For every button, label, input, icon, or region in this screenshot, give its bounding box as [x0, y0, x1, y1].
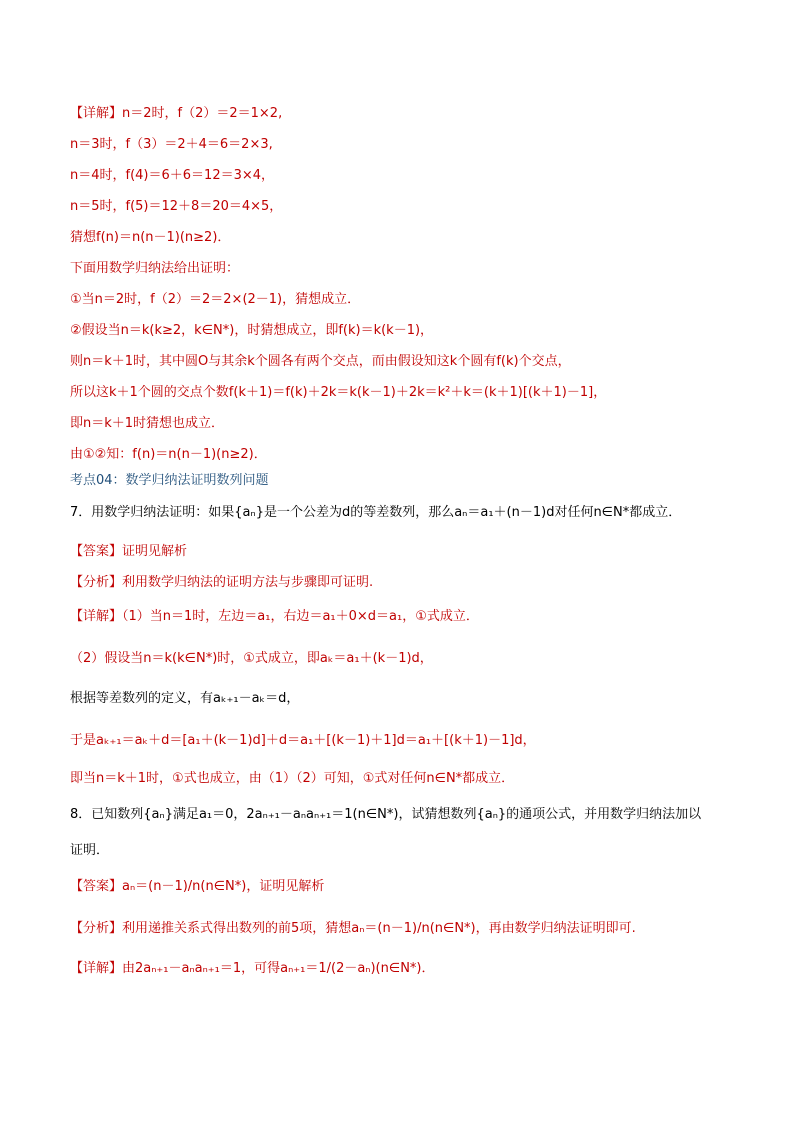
text-line: 【详解】由2aₙ₊₁－aₙaₙ₊₁＝1，可得aₙ₊₁＝1/(2－aₙ)(n∈N*)． [70, 961, 435, 976]
text-line: 由①②知：f(n)＝n(n－1)(n≥2)． [70, 447, 267, 462]
answer-label: 【答案】aₙ＝(n－1)/n(n∈N*)，证明见解析 [70, 879, 325, 894]
text-line: 于是aₖ₊₁＝aₖ＋d＝[a₁＋(k－1)d]＋d＝a₁＋[(k－1)＋1]d＝a₁＋[(k＋1)－1]d， [70, 733, 536, 748]
question-8: 8．已知数列{aₙ}满足a₁＝0，2aₙ₊₁－aₙaₙ₊₁＝1(n∈N*)，试猜想数列{aₙ}的通项公式，并用数学归纳法加以 [70, 807, 702, 822]
text-line: ②假设当n＝k(k≥2，k∈N*)，时猜想成立，即f(k)＝k(k－1)， [70, 323, 434, 338]
text-line: 即当n＝k＋1时，①式也成立，由（1）（2）可知，①式对任何n∈N*都成立． [70, 771, 515, 786]
text-line: 所以这k＋1个圆的交点个数f(k＋1)＝f(k)＋2k＝k(k－1)＋2k＝k²＋k＝(k＋1)[(k＋1)－1]， [70, 385, 607, 400]
analysis-label: 【分析】利用数学归纳法的证明方法与步骤即可证明. [70, 575, 374, 590]
text-line: 【详解】（1）当n＝1时，左边＝a₁，右边＝a₁＋0×d＝a₁，①式成立． [70, 609, 479, 624]
question-7: 7．用数学归纳法证明：如果{aₙ}是一个公差为d的等差数列，那么aₙ＝a₁＋(n－1)d对任何n∈N*都成立． [70, 505, 682, 520]
text-line: n＝4时，f(4)＝6＋6＝12＝3×4， [70, 168, 275, 183]
text-line: 即n＝k＋1时猜想也成立． [70, 416, 225, 431]
text-line: n＝3时，f（3）＝2＋4＝6＝2×3, [70, 137, 273, 152]
text-line: 猜想f(n)＝n(n－1)(n≥2)． [70, 230, 231, 245]
text-line: 下面用数学归纳法给出证明： [70, 261, 240, 276]
question-8-continued: 证明． [70, 843, 110, 858]
text-line: （2）假设当n＝k(k∈N*)时，①式成立，即aₖ＝a₁＋(k－1)d， [70, 651, 433, 666]
analysis-label: 【分析】利用递推关系式得出数列的前5项，猜想aₙ＝(n－1)/n(n∈N*)，再由数学归纳法证明即可. [70, 921, 636, 936]
text-line: ①当n＝2时，f（2）＝2＝2×(2－1)，猜想成立． [70, 292, 361, 307]
text-line: 则n＝k＋1时，其中圆O与其余k个圆各有两个交点，而由假设知这k个圆有f(k)个交点， [70, 354, 571, 369]
text-line: n＝5时，f(5)＝12＋8＝20＝4×5， [70, 199, 283, 214]
text-line: 根据等差数列的定义，有aₖ₊₁－aₖ＝d， [70, 691, 300, 706]
text-line: 【详解】n＝2时，f（2）＝2＝1×2, [70, 106, 283, 121]
section-heading: 考点04：数学归纳法证明数列问题 [70, 473, 269, 488]
answer-label: 【答案】证明见解析 [70, 544, 188, 559]
